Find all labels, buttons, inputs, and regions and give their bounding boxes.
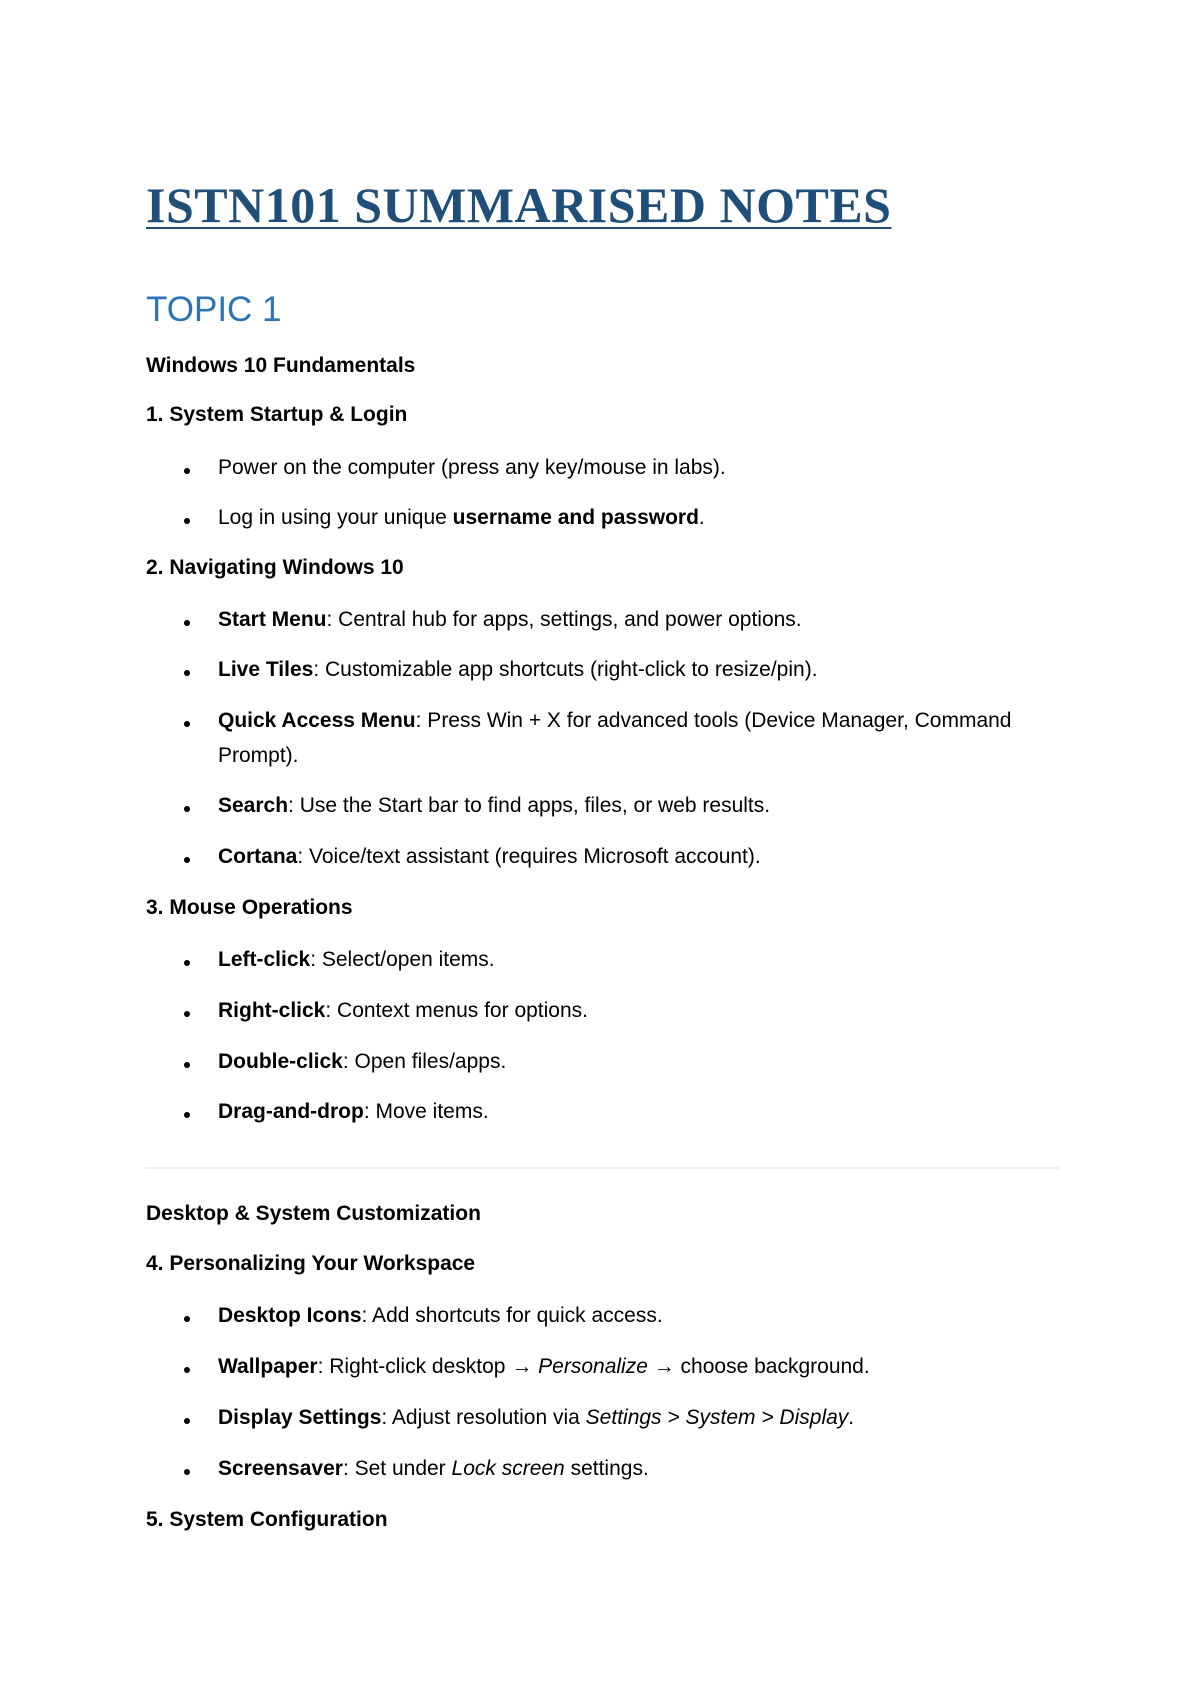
bullet-dot xyxy=(184,1112,190,1118)
part2-heading: Desktop & System Customization xyxy=(146,1202,481,1225)
list-item: Left-click: Select/open items. xyxy=(218,948,495,971)
list-item: Start Menu: Central hub for apps, settings, and power options. xyxy=(218,608,802,631)
list-item: Cortana: Voice/text assistant (requires Microsoft account). xyxy=(218,845,761,868)
list-item: Power on the computer (press any key/mouse in labs). xyxy=(218,456,726,479)
section-1-heading: 1. System Startup & Login xyxy=(146,403,408,426)
bullet-dot xyxy=(184,670,190,676)
list-item: Log in using your unique username and password. xyxy=(218,506,705,529)
bullet-dot xyxy=(184,1367,190,1373)
list-item: Double-click: Open files/apps. xyxy=(218,1050,507,1073)
bullet-dot xyxy=(184,1316,190,1322)
bullet-dot xyxy=(184,857,190,863)
section-4-heading: 4. Personalizing Your Workspace xyxy=(146,1252,476,1275)
list-item: Quick Access Menu: Press Win + X for advanced tools (Device Manager, Command xyxy=(218,709,1012,732)
list-item: Display Settings: Adjust resolution via Settings > System > Display. xyxy=(218,1406,855,1429)
section-5-heading: 5. System Configuration xyxy=(146,1508,388,1531)
horizontal-divider xyxy=(146,1167,1060,1169)
list-item: Desktop Icons: Add shortcuts for quick access. xyxy=(218,1304,663,1327)
document-title: ISTN101 SUMMARISED NOTES xyxy=(146,177,892,233)
bullet-dot xyxy=(184,1469,190,1475)
list-item: Screensaver: Set under Lock screen settings. xyxy=(218,1457,649,1480)
list-item: Wallpaper: Right-click desktop → Personalize → choose background. xyxy=(218,1355,870,1378)
part1-heading: Windows 10 Fundamentals xyxy=(146,354,416,377)
bullet-dot xyxy=(184,468,190,474)
bullet-dot xyxy=(184,518,190,524)
section-2-heading: 2. Navigating Windows 10 xyxy=(146,556,404,579)
bullet-dot xyxy=(184,1011,190,1017)
list-item-continuation: Prompt). xyxy=(218,744,299,767)
list-item: Search: Use the Start bar to find apps, files, or web results. xyxy=(218,794,771,817)
list-item: Live Tiles: Customizable app shortcuts (right-click to resize/pin). xyxy=(218,658,818,681)
bullet-dot xyxy=(184,1418,190,1424)
section-3-heading: 3. Mouse Operations xyxy=(146,896,353,919)
list-item: Drag-and-drop: Move items. xyxy=(218,1100,489,1123)
bullet-dot xyxy=(184,620,190,626)
bullet-dot xyxy=(184,960,190,966)
bullet-dot xyxy=(184,721,190,727)
bullet-dot xyxy=(184,806,190,812)
topic-heading: TOPIC 1 xyxy=(146,290,282,329)
bullet-dot xyxy=(184,1062,190,1068)
list-item: Right-click: Context menus for options. xyxy=(218,999,588,1022)
